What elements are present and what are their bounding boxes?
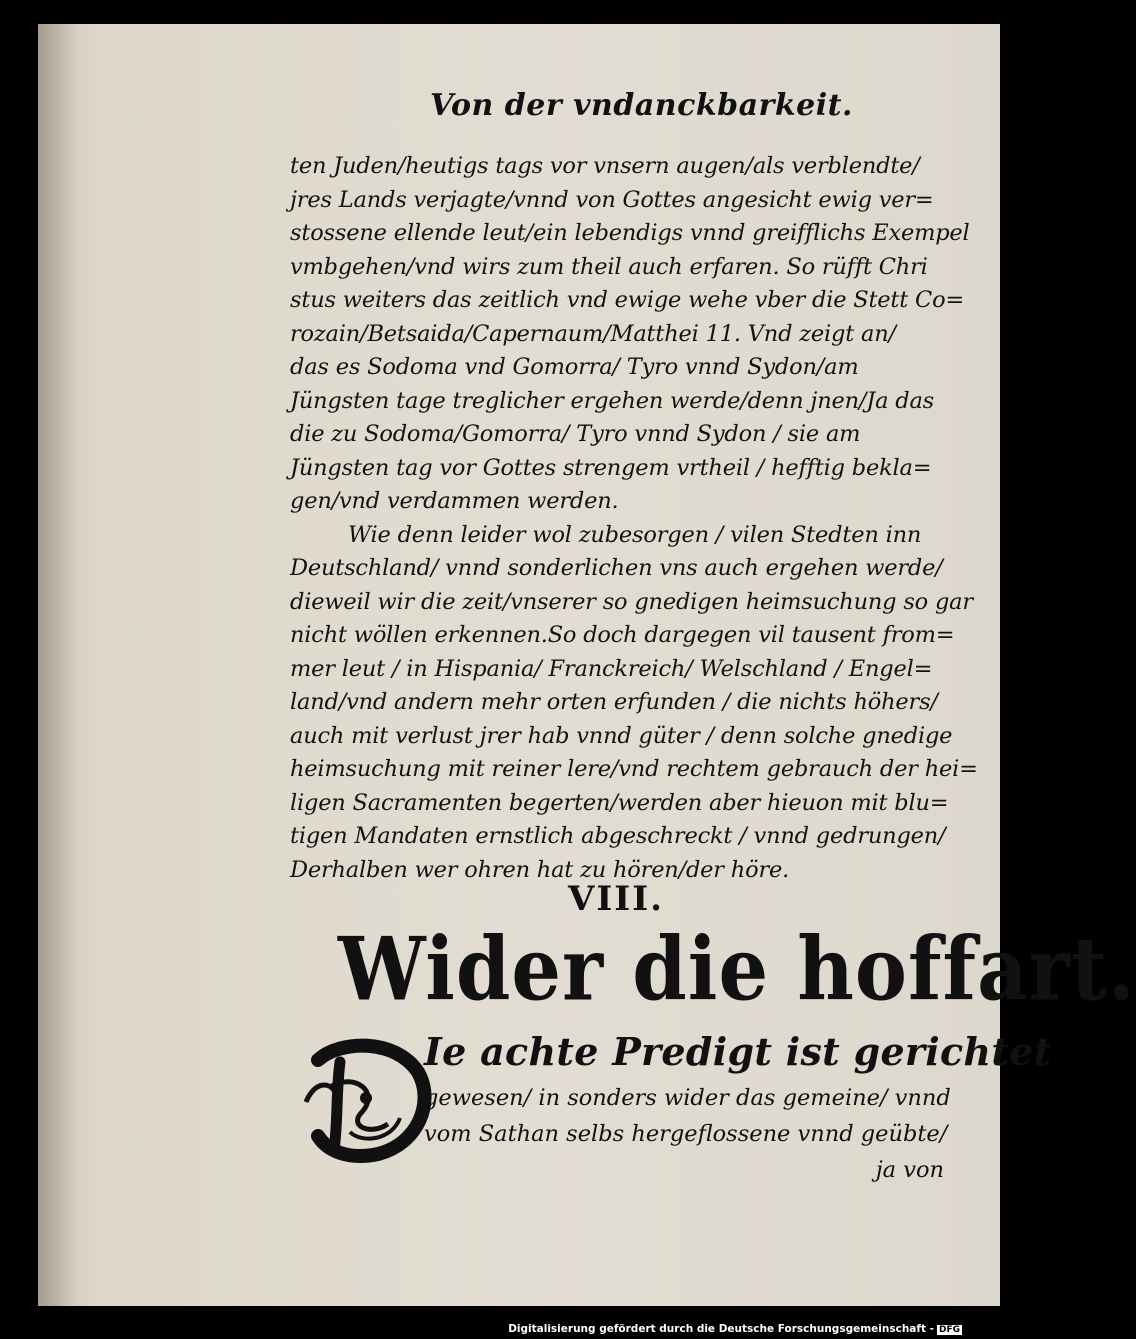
text-line: Wie denn leider wol zubesorgen / vilen Stedten inn bbox=[348, 521, 922, 548]
text-line: das es Sodoma vnd Gomorra/ Tyro vnnd Sydon/am bbox=[290, 354, 859, 380]
drop-cap-paragraph bbox=[424, 1024, 1052, 1188]
text-line: land/vnd andern mehr orten erfunden / die nichts höhers/ bbox=[290, 689, 938, 715]
text-line: auch mit verlust jrer hab vnnd güter / denn solche gnedige bbox=[290, 722, 953, 749]
text-line: stossene ellende leut/ein lebendigs vnnd greifflichs Exempel bbox=[290, 220, 970, 246]
text-line: Jüngsten tage treglicher ergehen werde/denn jnen/Ja das bbox=[290, 387, 935, 414]
text-line: rozain/Betsaida/Capernaum/Matthei 11. Vnd zeigt an/ bbox=[290, 320, 896, 347]
running-head: Von der vndanckbarkeit. bbox=[430, 88, 853, 123]
dfg-logo: DFG bbox=[938, 1325, 960, 1335]
text-line: Deutschland/ vnnd sonderlichen vns auch ergehen werde/ bbox=[290, 555, 943, 581]
digitization-credit bbox=[508, 1323, 962, 1335]
text-line: mer leut / in Hispania/ Franckreich/ Welschland / Engel= bbox=[290, 655, 933, 682]
section-title: Wider die hoffart. bbox=[338, 919, 1136, 1021]
credit-text: Digitalisierung gefördert durch die Deutsche Forschungsgemeinschaft - bbox=[508, 1323, 934, 1335]
text-line: dieweil wir die zeit/vnserer so gnedigen heimsuchung so gar bbox=[290, 588, 973, 615]
book-page bbox=[38, 24, 1136, 1306]
text-line: gen/vnd verdammen werden. bbox=[290, 488, 619, 514]
text-line: Derhalben wer ohren hat zu hören/der höre. bbox=[290, 856, 790, 883]
drop-cap-line: Ie achte Predigt ist gerichtet bbox=[424, 1029, 1052, 1074]
text-line: vmbgehen/vnd wirs zum theil auch erfaren. So rüfft Chri bbox=[290, 253, 928, 280]
drop-cap-line: vom Sathan selbs hergeflossene vnnd geübte/ bbox=[424, 1121, 948, 1147]
section-number: VIII. bbox=[568, 879, 664, 919]
drop-cap-line: ja von bbox=[875, 1157, 944, 1183]
text-line: nicht wöllen erkennen.So doch dargegen vil tausent from= bbox=[290, 622, 955, 648]
text-line: jres Lands verjagte/vnnd von Gottes angesicht ewig ver= bbox=[290, 186, 934, 213]
text-line: Jüngsten tag vor Gottes strengem vrtheil / hefftig bekla= bbox=[290, 454, 932, 481]
text-line: ten Juden/heutigs tags vor vnsern augen/als verblendte/ bbox=[290, 153, 920, 179]
decorated-initial-d-icon bbox=[300, 1032, 430, 1162]
text-line: heimsuchung mit reiner lere/vnd rechtem gebrauch der hei= bbox=[290, 756, 978, 782]
text-line: die zu Sodoma/Gomorra/ Tyro vnnd Sydon / sie am bbox=[290, 421, 861, 447]
text-line: ligen Sacramenten begerten/werden aber hieuon mit blu= bbox=[290, 789, 949, 816]
text-line: stus weiters das zeitlich vnd ewige wehe vber die Stett Co= bbox=[290, 287, 965, 313]
body-text bbox=[290, 150, 978, 887]
drop-cap-line: gewesen/ in sonders wider das gemeine/ vnnd bbox=[424, 1085, 951, 1111]
text-line: tigen Mandaten ernstlich abgeschreckt / vnnd gedrungen/ bbox=[290, 823, 946, 849]
